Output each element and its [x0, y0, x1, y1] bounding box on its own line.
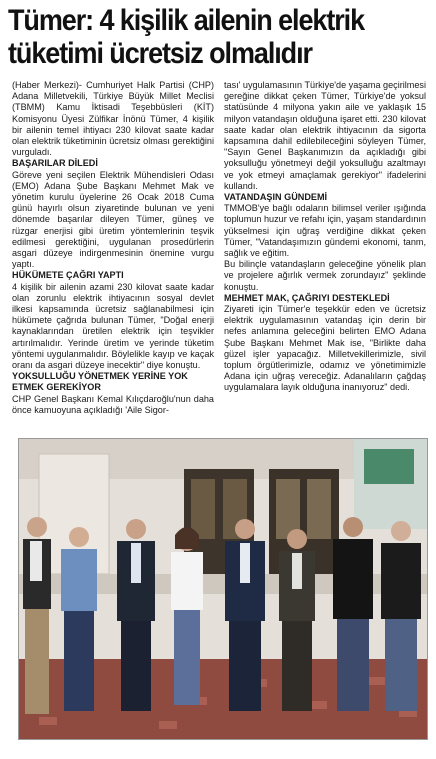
paragraph: Ziyareti için Tümer'e teşekkür eden ve ücretsiz elektrik uygulamasının vatandaş için derin bir nefes anlamına geleceğini belirten EMO Adana Şube Başkanı Mehmet Mak ise, "Birlikte daha güzel işler yapacağız. Milletvekillerimizle, sivil toplum örgütlerimizle, odamız ve yönetimimizle Adana için uğraş vereceğiz. Adanalıların çağdaş uygulamalara layık olduğuna inanıyoruz" dedi.	[224, 304, 426, 393]
headline-line-2: tüketimi ücretsiz olmalıdır	[8, 37, 312, 70]
paragraph: Bu bilinçle vatandaşların geleceğine yönelik plan ve projelere ağırlık vermek zorundayız" şeklinde konuştu.	[224, 259, 426, 292]
paragraph: CHP Genel Başkanı Kemal Kılıçdaroğlu'nun daha önce kamuoyuna açıkladığı 'Aile Sigor-	[12, 393, 214, 415]
paragraph: tası' uygulamasının Türkiye'de yaşama geçirilmesi gereğine dikkat çeken Tümer, Türkiye'de yoksul statüsünde 4 milyona yakın aile ve yaklaşık 15 milyon vatandaşın olduğuna işaret etti. 230 kilovat saate kadar olan elektrik ihtiyacının da sigorta kapsamına dahil edilebileceğini söyleyen Tümer, "Sayın Genel Başkanımızın da açıkladığı gibi yoksulluğu yönetmeyi değil yoksulluğu azaltmayı ve yok etmeyi amaçlamak gerekiyor" ifadelerini kullandı.	[224, 80, 426, 191]
group-photo	[18, 438, 428, 740]
section-heading: YOKSULLUĞU YÖNETMEK YERİNE YOK ETMEK GEREKİYOR	[12, 371, 188, 393]
paragraph: TMMOB'ye bağlı odaların bilimsel veriler ışığında toplumun huzur ve refahı için, yaşam standardının yükselmesi için uğraş verdiğine dikkat çeken Tümer, "Vatandaşımızın gündemi ekonomi, tanm, sağlık ve eğitim.	[224, 203, 426, 259]
section-heading: MEHMET MAK, ÇAĞRIYI DESTEKLEDİ	[224, 292, 390, 303]
section-heading: BAŞARILAR DİLEDİ	[12, 158, 98, 169]
paragraph: 4 kişilik bir ailenin azami 230 kilovat saate kadar olan zorunlu elektrik ihtiyacının sosyal devlet ilkesi kapsamında ücretsiz sağlanabilmesi için hükümete çağrıda bulunan Tümer, "Doğal enerji kaynaklarından üretilen elektrik için teşvikler artırılmalıdır. Yerinde üretim ve yerinde tüketim yöntemi uygulanmalıdır. Böylelikle kayıp ve kaçak oranı da asgari düzeye inecektir" diye konuştu.	[12, 281, 214, 371]
paragraph: Göreve yeni seçilen Elektrik Mühendisleri Odası (EMO) Adana Şube Başkanı Mehmet Mak ve yönetim kurulu üyelerine 26 Ocak 2018 Cuma günü hayırlı olsun ziyaretinde bulunan ve yeni dönemde başarılar dileyen Tümer, güneş ve rüzgar enerjisi gibi üretim yöntemlerinin teşvik edilmesi gerektiğini, uygulanan prosedürlerin asgari düzeye indirgenmesinin önemine vurgu yaptı.	[12, 169, 214, 270]
section-heading: HÜKÜMETE ÇAĞRI YAPTI	[12, 270, 124, 281]
left-column	[12, 80, 214, 432]
right-column	[224, 80, 426, 432]
group-photo-illustration	[19, 439, 427, 739]
article-headline	[8, 4, 431, 70]
paragraph: (Haber Merkezi)- Cumhuriyet Halk Partisi (CHP) Adana Milletvekili, Türkiye Büyük Millet Meclisi (TBMM) Kamu İktisadi Teşebbüsleri (KİT) Komisyonu Üyesi Zülfikar İnönü Tümer, 4 kişilik bir ailenin temel ihtiyacı 230 kilovat saate kadar olan elektrik tüketiminin ücretsiz olması gerektiğini vurguladı.	[12, 80, 214, 158]
headline-line-1: Tümer: 4 kişilik ailenin elektrik	[8, 4, 365, 37]
section-heading: VATANDAŞIN GÜNDEMİ	[224, 192, 328, 203]
article-body	[12, 80, 426, 432]
